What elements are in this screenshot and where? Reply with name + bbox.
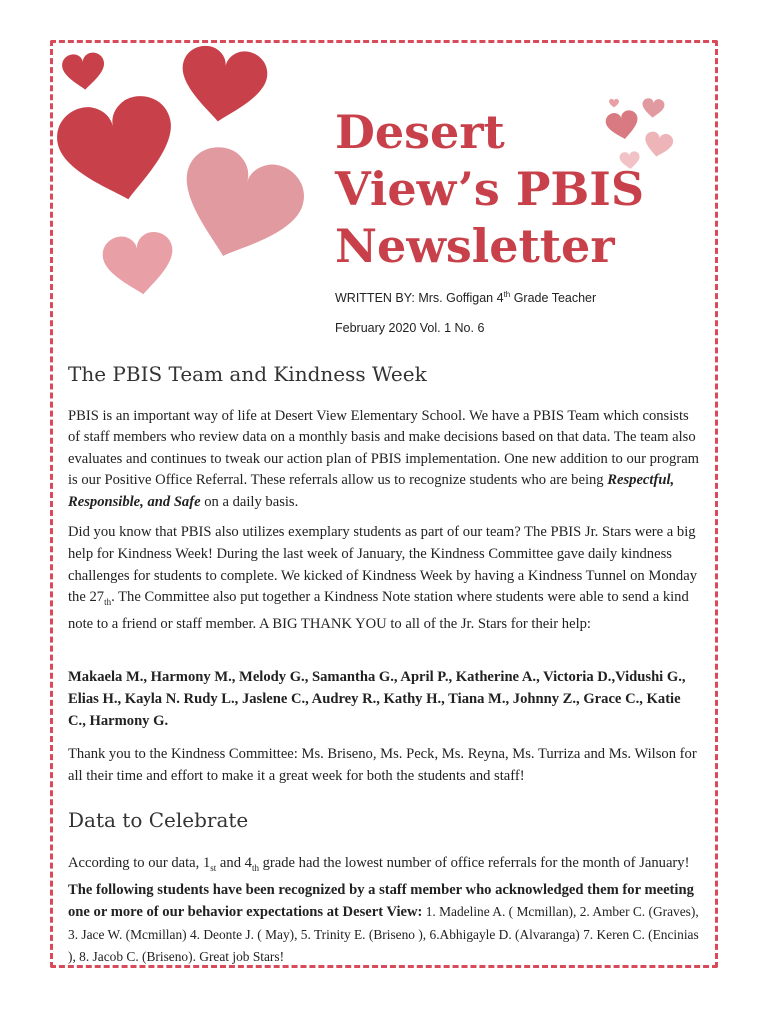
title-line: Desert	[335, 105, 505, 159]
paragraph-kindness-week	[68, 522, 700, 636]
emphasis-text: Respectful, Responsible, and Safe	[68, 472, 675, 510]
section-heading-data: Data to Celebrate	[68, 808, 249, 832]
superscript: st	[210, 862, 217, 873]
paragraph-text: PBIS is an important way of life at Desert View Elementary School. We have a PBIS Team which consists of staff members who review data on a monthly basis and make decisions based on that data. The team also evaluates and continues to tweak our action plan of PBIS implementation. One new addition to our program is our Positive Office Referral. These referrals allow us to recognize students who are being	[68, 408, 700, 489]
title-line: Newsletter	[335, 219, 615, 273]
byline-suffix: Grade Teacher	[510, 291, 597, 306]
byline-prefix: WRITTEN BY: Mrs. Goffigan 4	[335, 291, 504, 306]
paragraph-text: and 4	[216, 855, 252, 871]
superscript: th	[104, 597, 112, 608]
heart-icon	[100, 230, 178, 300]
byline-sup: th	[503, 290, 511, 299]
paragraph-text: According to our data, 1	[68, 855, 211, 871]
heart-icon	[166, 139, 312, 275]
paragraph-text: Did you know that PBIS also utilizes exemplary students as part of our team? The PBIS Jr. Stars were a big help for Kindness Week! During the last week of January, the Kindness Committee gave daily kindness challenges for students to complete. We kicked of Kindness Week by having a Kindness Tunnel on Monday the 27	[68, 524, 697, 606]
paragraph-data	[68, 853, 700, 969]
heart-icon	[176, 43, 270, 127]
byline	[335, 290, 596, 305]
dateline: February 2020 Vol. 1 No. 6	[335, 321, 485, 335]
paragraph-text: grade had the lowest number of office referrals for the month of January!	[258, 855, 690, 871]
recognized-students-list: 1. Madeline A. ( Mcmillan), 2. Amber C. (Graves), 3. Jace W. (Mcmillan) 4. Deonte J. ( May), 5. Trinity E. (Briseno ), 6.Abhigayle D. (Alvaranga) 7. Keren C. (Encinias ), 8. Jacob C. (Briseno). Great job Stars!	[68, 904, 699, 965]
paragraph-committee-thanks: Thank you to the Kindness Committee: Ms. Briseno, Ms. Peck, Ms. Reyna, Ms. Turriza and Ms. Wilson for all their time and effort to make it a great week for both the students and staff!	[68, 746, 697, 784]
paragraph-text: on a daily basis.	[200, 493, 299, 510]
heart-icon	[61, 52, 106, 92]
superscript: th	[251, 862, 259, 873]
section-heading-kindness: The PBIS Team and Kindness Week	[68, 362, 427, 386]
newsletter-title	[335, 104, 715, 275]
paragraph-pbis-team	[68, 406, 700, 513]
heart-icon	[51, 90, 184, 211]
title-line: View’s PBIS	[335, 162, 645, 216]
recognition-text: The following students have been recognized by a staff member who acknowledged them for meeting one or more of our behavior expectations at Desert View:	[68, 881, 694, 921]
paragraph-text: . The Committee also put together a Kindness Note station where students were able to send a kind note to a friend or staff member. A BIG THANK YOU to all of the Jr. Stars for their help:	[68, 589, 689, 633]
jr-stars-names: Makaela M., Harmony M., Melody G., Samantha G., April P., Katherine A., Victoria D.,Vidushi G., Elias H., Kayla N. Rudy L., Jaslene C., Audrey R., Kathy H., Tiana M., Johnny Z., Grace C., Katie C., Harmony G.	[68, 669, 686, 729]
